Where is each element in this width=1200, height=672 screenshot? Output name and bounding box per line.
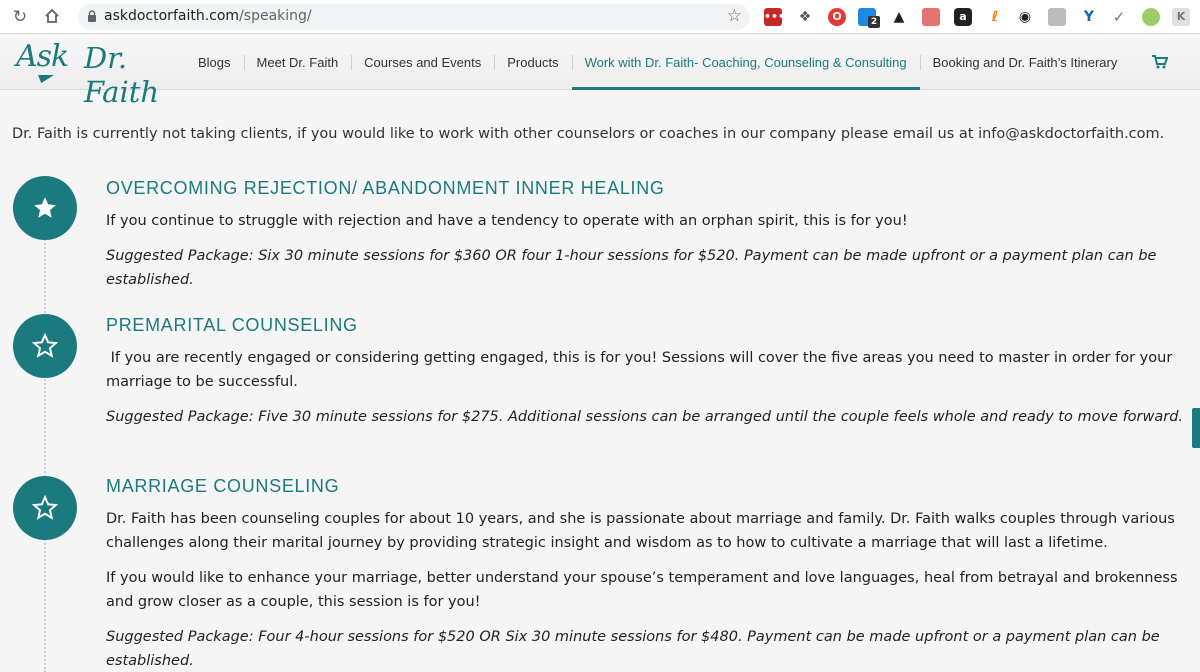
nav-courses-events[interactable]: Courses and Events [351, 35, 494, 90]
section-title: OVERCOMING REJECTION/ ABANDONMENT INNER HEALING [106, 178, 665, 198]
side-feedback-tab[interactable] [1192, 408, 1200, 448]
extension-icon-8[interactable]: K [1172, 8, 1190, 26]
reload-icon[interactable]: ↻ [12, 7, 28, 27]
mask-icon[interactable]: ◉ [1018, 9, 1032, 25]
section-description: If you continue to struggle with rejection and have a tendency to operate with an orphan spirit, this is for you! [106, 213, 908, 229]
main-nav [190, 35, 1130, 90]
extension-icon-4[interactable]: a [954, 8, 972, 26]
service-section [106, 315, 1198, 440]
check-circle-icon[interactable]: ✓ [1112, 8, 1126, 26]
suggested-package: Suggested Package: Four 4-hour sessions for $520 OR Six 30 minute sessions for $480. Payment can be made upfront or a payment plan can be established. [106, 629, 1160, 669]
nav-booking-itinerary[interactable]: Booking and Dr. Faith’s Itinerary [920, 35, 1131, 90]
extension-icon-2[interactable] [858, 8, 876, 26]
logo-ask-text: Ask [16, 39, 69, 74]
star-outline-icon [32, 333, 58, 359]
section-3-badge [13, 476, 77, 540]
extension-icon-1[interactable]: ••• [764, 8, 782, 26]
section-1-badge [13, 176, 77, 240]
suggested-package: Suggested Package: Six 30 minute sessions for $360 OR four 1-hour sessions for $520. Payment can be made upfront or a payment plan can be established. [106, 248, 1157, 288]
star-filled-icon [32, 195, 58, 221]
warning-icon[interactable]: ▲ [893, 9, 905, 25]
suggested-package: Suggested Package: Five 30 minute sessions for $275. Additional sessions can be arranged until the couple feels whole and ready to move forward. [106, 409, 1184, 425]
section-title: PREMARITAL COUNSELING [106, 315, 358, 335]
extension-icon-5[interactable]: ℓ [991, 9, 999, 25]
extension-icon-7[interactable]: Y [1083, 9, 1095, 25]
extension-badge: 2 [868, 16, 880, 28]
dropbox-icon[interactable]: ❖ [798, 9, 812, 25]
nav-meet-dr-faith[interactable]: Meet Dr. Faith [244, 35, 352, 90]
browser-toolbar [0, 0, 1200, 34]
globe-icon[interactable] [1142, 8, 1160, 26]
service-section [106, 178, 1198, 303]
site-header [0, 35, 1200, 109]
home-icon[interactable] [42, 7, 62, 27]
section-description: If you would like to enhance your marriage, better understand your spouse’s temperament and love languages, heal from betrayal and brokenness and grow closer as a couple, this session is for you! [106, 570, 1178, 610]
timeline-line [44, 212, 46, 672]
intro-text: Dr. Faith is currently not taking clients, if you would like to work with other counselors or coaches in our company please email us at info@askdoctorfaith.com. [12, 126, 1165, 142]
section-description: Dr. Faith has been counseling couples for about 10 years, and she is passionate about marriage and family. Dr. Faith walks couples through various challenges along their marital journey by providing strategic insight and wisdom as to how to cultivate a marriage that will last a lifetime. [106, 511, 1175, 551]
site-logo[interactable] [14, 39, 204, 109]
section-description: If you are recently engaged or considering getting engaged, this is for you! Sessions will cover the five areas you need to master in order for your marriage to be successful. [106, 350, 1177, 390]
lock-icon [87, 10, 97, 22]
logo-name-text: Dr. Faith [84, 41, 160, 109]
star-outline-icon [32, 495, 58, 521]
extension-icon-6[interactable] [1048, 8, 1066, 26]
section-title: MARRIAGE COUNSELING [106, 476, 340, 496]
extension-icon-3[interactable] [922, 8, 940, 26]
section-2-badge [13, 314, 77, 378]
bookmark-star-icon[interactable]: ☆ [726, 6, 742, 26]
nav-work-with-dr-faith[interactable]: Work with Dr. Faith- Coaching, Counseling & Consulting [572, 35, 920, 90]
service-section [106, 476, 1198, 672]
address-bar[interactable] [78, 4, 750, 30]
url-text: askdoctorfaith.com/speaking/ [104, 8, 312, 24]
nav-products[interactable]: Products [494, 35, 571, 90]
nav-blogs[interactable]: Blogs [198, 55, 231, 70]
opera-icon[interactable]: O [828, 8, 846, 26]
cart-icon[interactable] [1152, 55, 1168, 69]
logo-speech-tail [38, 75, 54, 83]
